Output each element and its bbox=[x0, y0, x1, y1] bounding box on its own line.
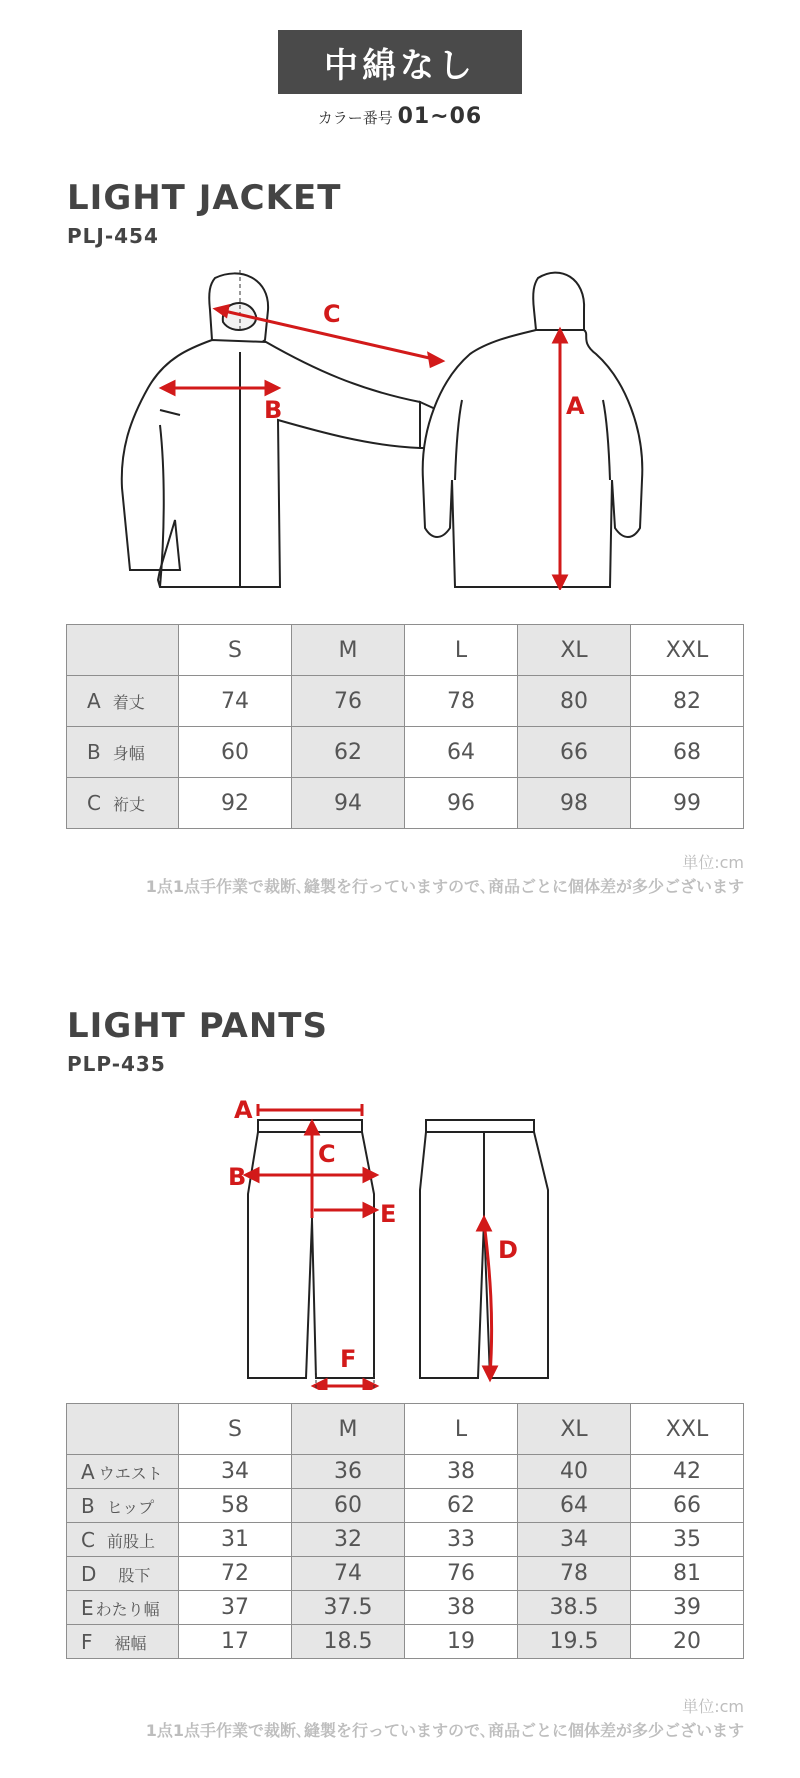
table-cell: 20 bbox=[631, 1625, 744, 1659]
jacket-title: LIGHT JACKET bbox=[67, 178, 342, 218]
row-label bbox=[67, 676, 179, 727]
table-cell: 66 bbox=[518, 727, 631, 778]
table-row bbox=[67, 676, 744, 727]
size-header: XL bbox=[518, 1404, 631, 1455]
table-cell: 99 bbox=[631, 778, 744, 829]
size-header: M bbox=[292, 625, 405, 676]
table-cell: 72 bbox=[179, 1557, 292, 1591]
pants-title: LIGHT PANTS bbox=[67, 1006, 328, 1046]
row-name: 前股上 bbox=[106, 1531, 155, 1551]
jacket-size-table bbox=[66, 624, 744, 829]
table-cell: 32 bbox=[292, 1523, 405, 1557]
row-label bbox=[67, 1455, 179, 1489]
table-cell: 31 bbox=[179, 1523, 292, 1557]
table-cell: 36 bbox=[292, 1455, 405, 1489]
table-row bbox=[67, 1455, 744, 1489]
pants-size-table bbox=[66, 1403, 744, 1659]
table-cell: 62 bbox=[405, 1489, 518, 1523]
table-cell: 78 bbox=[518, 1557, 631, 1591]
row-letter: F bbox=[81, 1629, 93, 1654]
table-cell: 35 bbox=[631, 1523, 744, 1557]
pants-label-c: C bbox=[318, 1140, 336, 1168]
table-cell: 19 bbox=[405, 1625, 518, 1659]
jacket-back-outline bbox=[423, 273, 643, 587]
arrow-head bbox=[246, 1169, 258, 1181]
color-label: カラー番号 bbox=[317, 109, 393, 127]
row-label bbox=[67, 1523, 179, 1557]
table-cell: 66 bbox=[631, 1489, 744, 1523]
header-empty-cell bbox=[67, 1404, 179, 1455]
table-cell: 19.5 bbox=[518, 1625, 631, 1659]
row-name: わたり幅 bbox=[95, 1599, 160, 1619]
row-name: ウエスト bbox=[98, 1463, 163, 1483]
size-header: M bbox=[292, 1404, 405, 1455]
table-cell: 34 bbox=[179, 1455, 292, 1489]
jacket-unit: 単位:cm bbox=[682, 853, 744, 872]
table-row bbox=[67, 778, 744, 829]
row-letter: A bbox=[81, 1459, 95, 1484]
size-header: XXL bbox=[631, 625, 744, 676]
table-cell: 40 bbox=[518, 1455, 631, 1489]
table-cell: 76 bbox=[292, 676, 405, 727]
table-row bbox=[67, 1591, 744, 1625]
size-header: L bbox=[405, 625, 518, 676]
table-cell: 38.5 bbox=[518, 1591, 631, 1625]
table-cell: 80 bbox=[518, 676, 631, 727]
row-label bbox=[67, 1591, 179, 1625]
table-row bbox=[67, 1523, 744, 1557]
table-cell: 94 bbox=[292, 778, 405, 829]
table-header-row bbox=[67, 625, 744, 676]
row-name: ヒップ bbox=[106, 1497, 155, 1517]
table-cell: 78 bbox=[405, 676, 518, 727]
table-cell: 64 bbox=[518, 1489, 631, 1523]
pants-label-d: D bbox=[498, 1236, 518, 1264]
table-cell: 64 bbox=[405, 727, 518, 778]
table-row bbox=[67, 727, 744, 778]
row-letter: C bbox=[81, 1527, 95, 1552]
row-name: 裄丈 bbox=[112, 795, 145, 814]
arrow-head bbox=[364, 1169, 376, 1181]
table-cell: 18.5 bbox=[292, 1625, 405, 1659]
pants-label-a: A bbox=[234, 1096, 253, 1124]
row-name: 股下 bbox=[118, 1565, 151, 1585]
row-letter: B bbox=[81, 1493, 95, 1518]
table-row bbox=[67, 1557, 744, 1591]
table-cell: 62 bbox=[292, 727, 405, 778]
pants-back-outline bbox=[420, 1120, 548, 1378]
table-cell: 60 bbox=[292, 1489, 405, 1523]
table-cell: 68 bbox=[631, 727, 744, 778]
label-b: B bbox=[264, 396, 283, 424]
label-a: A bbox=[566, 392, 585, 420]
size-header: L bbox=[405, 1404, 518, 1455]
table-cell: 92 bbox=[179, 778, 292, 829]
table-cell: 82 bbox=[631, 676, 744, 727]
size-header: S bbox=[179, 625, 292, 676]
table-cell: 38 bbox=[405, 1591, 518, 1625]
pants-unit: 単位:cm bbox=[682, 1697, 744, 1716]
size-header: XXL bbox=[631, 1404, 744, 1455]
table-cell: 33 bbox=[405, 1523, 518, 1557]
pants-label-f: F bbox=[340, 1345, 357, 1373]
no-padding-badge: 中綿なし bbox=[278, 30, 522, 94]
table-cell: 76 bbox=[405, 1557, 518, 1591]
table-cell: 60 bbox=[179, 727, 292, 778]
table-cell: 74 bbox=[179, 676, 292, 727]
row-label bbox=[67, 778, 179, 829]
label-c: C bbox=[323, 300, 341, 328]
row-letter: B bbox=[87, 740, 101, 764]
table-cell: 81 bbox=[631, 1557, 744, 1591]
jacket-note: 1点1点手作業で裁断､縫製を行っていますので､商品ごとに個体差が多少ございます bbox=[145, 877, 744, 896]
row-letter: E bbox=[81, 1595, 94, 1620]
table-header-row bbox=[67, 1404, 744, 1455]
table-cell: 39 bbox=[631, 1591, 744, 1625]
row-label bbox=[67, 1625, 179, 1659]
table-cell: 58 bbox=[179, 1489, 292, 1523]
table-row bbox=[67, 1625, 744, 1659]
color-number-line bbox=[0, 104, 800, 129]
row-label bbox=[67, 727, 179, 778]
color-numbers: 01~06 bbox=[397, 104, 483, 129]
jacket-diagram bbox=[120, 270, 700, 590]
table-cell: 34 bbox=[518, 1523, 631, 1557]
table-cell: 38 bbox=[405, 1455, 518, 1489]
arrow-head bbox=[429, 354, 442, 366]
table-cell: 98 bbox=[518, 778, 631, 829]
row-name: 身幅 bbox=[112, 744, 145, 763]
table-cell: 37 bbox=[179, 1591, 292, 1625]
header-empty-cell bbox=[67, 625, 179, 676]
row-label bbox=[67, 1557, 179, 1591]
table-cell: 37.5 bbox=[292, 1591, 405, 1625]
pants-label-e: E bbox=[380, 1200, 397, 1228]
table-cell: 42 bbox=[631, 1455, 744, 1489]
row-letter: D bbox=[81, 1561, 97, 1586]
table-row bbox=[67, 1489, 744, 1523]
row-label bbox=[67, 1489, 179, 1523]
row-letter: C bbox=[87, 791, 101, 815]
table-cell: 17 bbox=[179, 1625, 292, 1659]
jacket-code: PLJ-454 bbox=[67, 224, 159, 248]
size-header: XL bbox=[518, 625, 631, 676]
pants-code: PLP-435 bbox=[67, 1052, 166, 1076]
table-cell: 96 bbox=[405, 778, 518, 829]
pants-label-b: B bbox=[228, 1163, 247, 1191]
size-header: S bbox=[179, 1404, 292, 1455]
row-name: 着丈 bbox=[112, 693, 145, 712]
row-letter: A bbox=[87, 689, 101, 713]
row-name: 裾幅 bbox=[114, 1633, 147, 1653]
jacket-front-outline bbox=[122, 273, 444, 587]
table-cell: 74 bbox=[292, 1557, 405, 1591]
pants-note: 1点1点手作業で裁断､縫製を行っていますので､商品ごとに個体差が多少ございます bbox=[145, 1721, 744, 1740]
